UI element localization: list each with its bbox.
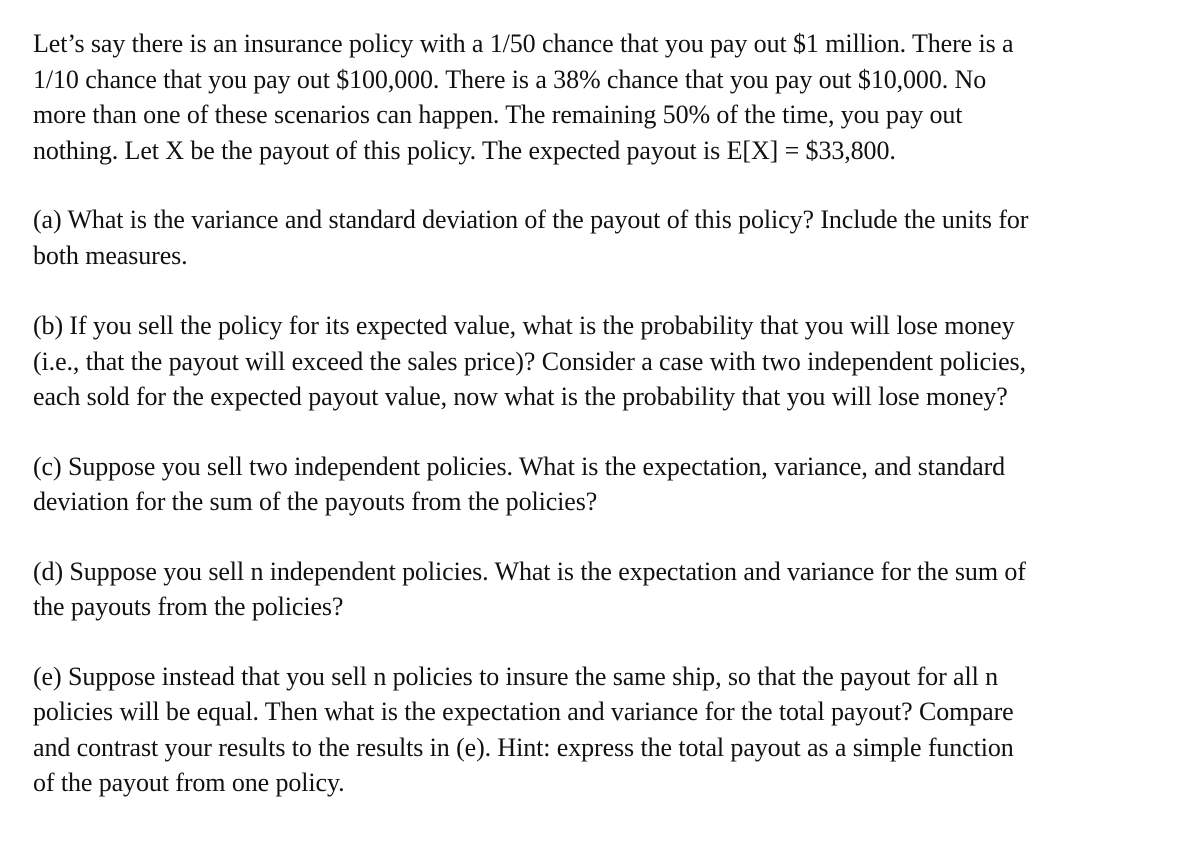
text-line: each sold for the expected payout value, now what is the probability that you will lose money?: [33, 382, 1008, 411]
text-line: (b) If you sell the policy for its expected value, what is the probability that you will lose money: [33, 311, 1015, 340]
text-line: the payouts from the policies?: [33, 592, 344, 621]
question-e: [33, 659, 1197, 801]
text-line: (c) Suppose you sell two independent policies. What is the expectation, variance, and standard: [33, 451, 1006, 481]
text-line: more than one of these scenarios can happen. The remaining 50% of the time, you pay out: [33, 100, 963, 129]
text-line: (i.e., that the payout will exceed the sales price)? Consider a case with two independent policies,: [33, 346, 1026, 376]
text-line: and contrast your results to the results in (e). Hint: express the total payout as a simple function: [33, 732, 1014, 762]
text-line: (a) What is the variance and standard deviation of the payout of this policy? Include the units for: [33, 205, 1029, 234]
text-line: both measures.: [33, 240, 188, 270]
question-c: [33, 449, 1197, 520]
question-a: [33, 202, 1197, 273]
text-line: policies will be equal. Then what is the expectation and variance for the total payout? Compare: [33, 697, 1014, 726]
text-line: Let’s say there is an insurance policy with a 1/50 chance that you pay out $1 million. There is a: [33, 29, 1014, 58]
text-line: nothing. Let X be the payout of this policy. The expected payout is E[X] = $33,800.: [33, 135, 896, 165]
text-line: deviation for the sum of the payouts from the policies?: [33, 487, 598, 516]
text-line: (d) Suppose you sell n independent policies. What is the expectation and variance for the sum of: [33, 556, 1026, 586]
text-line: of the payout from one policy.: [33, 768, 345, 797]
text-line: 1/10 chance that you pay out $100,000. There is a 38% chance that you pay out $10,000. No: [33, 64, 987, 94]
problem-document: [33, 26, 1197, 801]
question-d: [33, 554, 1197, 625]
question-b: [33, 308, 1197, 415]
intro-paragraph: [33, 26, 1197, 168]
text-line: (e) Suppose instead that you sell n policies to insure the same ship, so that the payout for all n: [33, 661, 999, 691]
